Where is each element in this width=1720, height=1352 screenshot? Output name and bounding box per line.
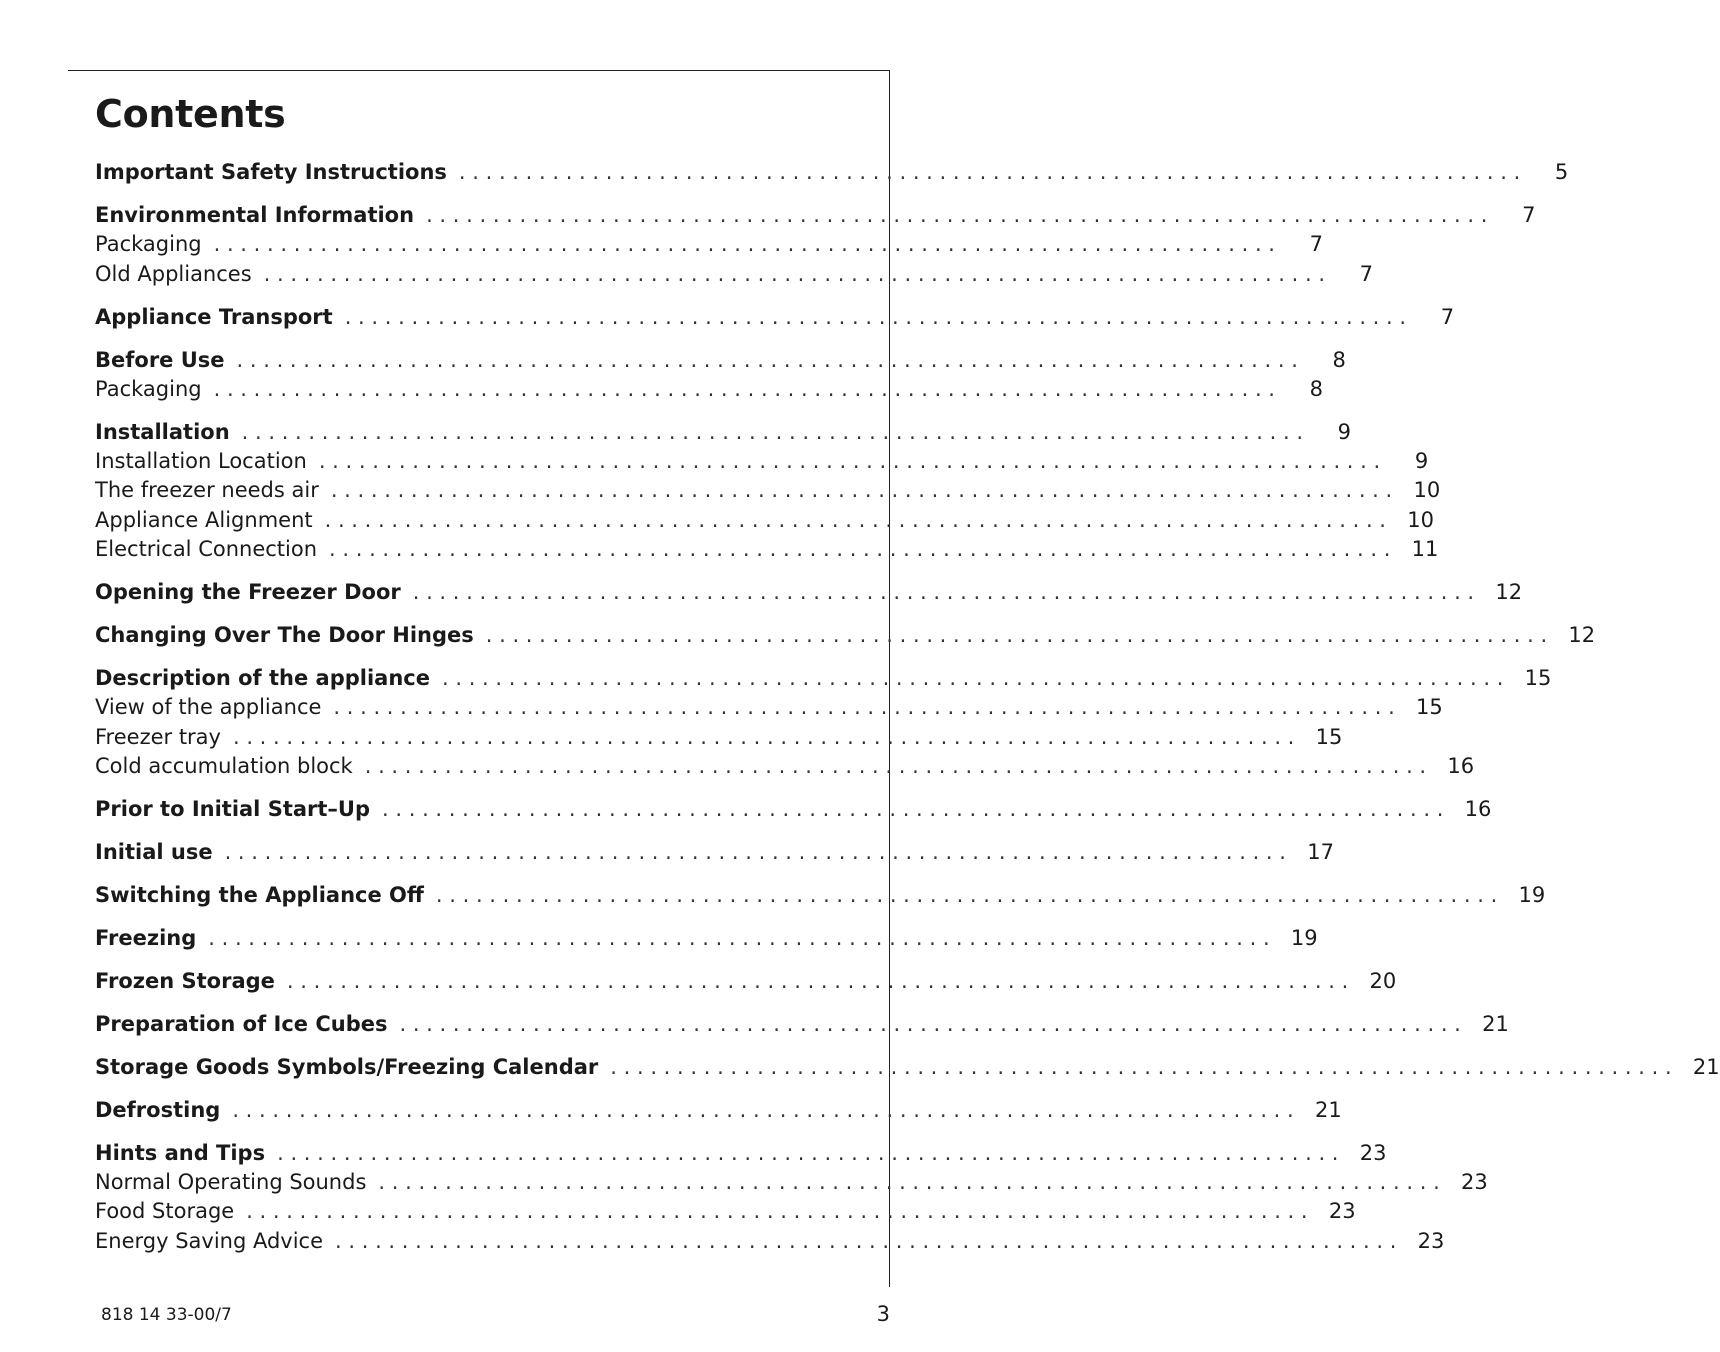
dot-leader: . . . . . . . . . . . . . . . . . . . . . . . . . . . . . . . . . . . . . . . . . . . . . . . . . . . . . . . . . . . . . . . . . . . . . . . . . . . . . . . .	[224, 839, 1286, 864]
toc-entry-page: 16	[1447, 753, 1475, 778]
toc-entry-label: Important Safety Instructions	[95, 160, 447, 184]
toc-entry-label: Appliance Transport	[95, 304, 333, 329]
dot-leader: . . . . . . . . . . . . . . . . . . . . . . . . . . . . . . . . . . . . . . . . . . . . . . . . . . . . . . . . . . . . . . . . . . . . . . . . . . . . . . . .	[364, 753, 1427, 778]
toc-subsection-entry	[95, 232, 1323, 261]
dot-leader: . . . . . . . . . . . . . . . . . . . . . . . . . . . . . . . . . . . . . . . . . . . . . . . . . . . . . . . . . . . . . . . . . . . . . . . . . . . . . . . .	[610, 1054, 1672, 1079]
toc-section-entry	[95, 347, 1346, 377]
dot-leader: . . . . . . . . . . . . . . . . . . . . . . . . . . . . . . . . . . . . . . . . . . . . . . . . . . . . . . . . . . . . . . . . . . . . . . . . . . . . . . . .	[277, 1140, 1339, 1165]
toc-subsection-entry	[95, 537, 1439, 566]
toc-entry-label: Switching the Appliance Off	[95, 882, 424, 907]
page-title: Contents	[95, 92, 286, 136]
toc-entry-label: Normal Operating Sounds	[95, 1170, 367, 1195]
toc-entry-page: 10	[1413, 478, 1441, 503]
toc-section-entry	[95, 419, 1352, 449]
toc-entry-label: Installation	[95, 419, 230, 444]
toc-entry-page: 8	[1332, 347, 1346, 372]
dot-leader: . . . . . . . . . . . . . . . . . . . . . . . . . . . . . . . . . . . . . . . . . . . . . . . . . . . . . . . . . . . . . . . . . . . . . . . . . . . . . . . .	[399, 1011, 1461, 1036]
toc-subsection-entry	[95, 753, 1475, 783]
toc-entry-label: Prior to Initial Start–Up	[95, 796, 371, 821]
toc-section-entry	[95, 1011, 1509, 1041]
toc-subsection-entry	[95, 376, 1323, 406]
toc-section-entry	[95, 1097, 1342, 1127]
toc-entry-page: 21	[1314, 1097, 1342, 1122]
toc-entry-page: 19	[1290, 925, 1318, 950]
document-code: 818 14 33-00/7	[101, 1305, 232, 1325]
dot-leader: . . . . . . . . . . . . . . . . . . . . . . . . . . . . . . . . . . . . . . . . . . . . . . . . . . . . . . . . . . . . . . . . . . . . . . . . . . . . . . . .	[213, 232, 1275, 257]
toc-entry-label: Energy Saving Advice	[95, 1228, 324, 1253]
toc-entry-label: Old Appliances	[95, 261, 252, 286]
toc-entry-label: View of the appliance	[95, 695, 322, 720]
toc-entry-label: Electrical Connection	[95, 537, 318, 562]
toc-entry-label: Cold accumulation block	[95, 753, 353, 778]
toc-entry-label: Packaging	[95, 376, 202, 401]
dot-leader: . . . . . . . . . . . . . . . . . . . . . . . . . . . . . . . . . . . . . . . . . . . . . . . . . . . . . . . . . . . . . . . . . . . . . . . . . . . . . . . .	[236, 347, 1298, 372]
toc-subsection-entry	[95, 1228, 1445, 1258]
toc-entry-page: 7	[1440, 304, 1455, 329]
toc-section-entry	[95, 796, 1492, 826]
toc-subsection-entry	[95, 1199, 1356, 1228]
toc-entry-page: 23	[1417, 1228, 1445, 1253]
dot-leader: . . . . . . . . . . . . . . . . . . . . . . . . . . . . . . . . . . . . . . . . . . . . . . . . . . . . . . . . . . . . . . . . . . . . . . . . . . . . . . . .	[426, 202, 1488, 227]
dot-leader: . . . . . . . . . . . . . . . . . . . . . . . . . . . . . . . . . . . . . . . . . . . . . . . . . . . . . . . . . . . . . . . . . . . . . . . . . . . . . . . .	[335, 1228, 1397, 1253]
page-number: 3	[876, 1302, 890, 1326]
toc-entry-page: 12	[1495, 580, 1523, 604]
toc-entry-page: 23	[1461, 1170, 1488, 1195]
dot-leader: . . . . . . . . . . . . . . . . . . . . . . . . . . . . . . . . . . . . . . . . . . . . . . . . . . . . . . . . . . . . . . . . . . . . . . . . . . . . . . . .	[263, 261, 1326, 286]
dot-leader: . . . . . . . . . . . . . . . . . . . . . . . . . . . . . . . . . . . . . . . . . . . . . . . . . . . . . . . . . . . . . . . . . . . . . . . . . . . . . . . .	[241, 419, 1304, 444]
toc-subsection-entry	[95, 1170, 1488, 1199]
toc-section-entry	[95, 1140, 1387, 1170]
toc-entry-page: 7	[1309, 232, 1323, 257]
dot-leader: . . . . . . . . . . . . . . . . . . . . . . . . . . . . . . . . . . . . . . . . . . . . . . . . . . . . . . . . . . . . . . . . . . . . . . . . . . . . . . . .	[344, 304, 1407, 329]
dot-leader: . . . . . . . . . . . . . . . . . . . . . . . . . . . . . . . . . . . . . . . . . . . . . . . . . . . . . . . . . . . . . . . . . . . . . . . . . . . . . . . .	[329, 537, 1391, 562]
dot-leader: . . . . . . . . . . . . . . . . . . . . . . . . . . . . . . . . . . . . . . . . . . . . . . . . . . . . . . . . . . . . . . . . . . . . . . . . . . . . . . . .	[458, 160, 1521, 184]
toc-section-entry	[95, 839, 1334, 869]
toc-entry-page: 12	[1568, 622, 1596, 647]
toc-entry-page: 23	[1359, 1140, 1387, 1165]
dot-leader: . . . . . . . . . . . . . . . . . . . . . . . . . . . . . . . . . . . . . . . . . . . . . . . . . . . . . . . . . . . . . . . . . . . . . . . . . . . . . . . .	[318, 449, 1381, 474]
toc-entry-label: Installation Location	[95, 449, 307, 474]
toc-entry-label: Frozen Storage	[95, 968, 275, 993]
toc-entry-page: 19	[1518, 882, 1546, 907]
toc-entry-page: 5	[1554, 160, 1569, 184]
toc-entry-label: Preparation of Ice Cubes	[95, 1011, 388, 1036]
toc-entry-page: 23	[1328, 1199, 1356, 1224]
toc-entry-label: Environmental Information	[95, 202, 415, 227]
toc-section-entry	[95, 968, 1397, 998]
dot-leader: . . . . . . . . . . . . . . . . . . . . . . . . . . . . . . . . . . . . . . . . . . . . . . . . . . . . . . . . . . . . . . . . . . . . . . . . . . . . . . . .	[378, 1170, 1440, 1195]
toc-entry-page: 9	[1414, 449, 1429, 474]
toc-section-entry	[95, 580, 1523, 609]
toc-entry-label: The freezer needs air	[95, 478, 319, 503]
toc-subsection-entry	[95, 449, 1429, 478]
toc-entry-label: Description of the appliance	[95, 665, 430, 690]
toc-subsection-entry	[95, 478, 1441, 507]
toc-subsection-entry	[95, 695, 1443, 724]
toc-entry-label: Opening the Freezer Door	[95, 580, 401, 604]
toc-subsection-entry	[95, 507, 1434, 537]
toc-section-entry	[95, 1054, 1720, 1084]
table-of-contents	[95, 160, 1720, 1258]
toc-section-entry	[95, 665, 1552, 695]
toc-entry-label: Changing Over The Door Hinges	[95, 622, 474, 647]
toc-entry-label: Storage Goods Symbols/Freezing Calendar	[95, 1054, 599, 1079]
toc-entry-label: Defrosting	[95, 1097, 221, 1122]
toc-section-entry	[95, 304, 1455, 334]
dot-leader: . . . . . . . . . . . . . . . . . . . . . . . . . . . . . . . . . . . . . . . . . . . . . . . . . . . . . . . . . . . . . . . . . . . . . . . . . . . . . . . .	[232, 724, 1295, 749]
toc-section-entry	[95, 622, 1596, 652]
dot-leader: . . . . . . . . . . . . . . . . . . . . . . . . . . . . . . . . . . . . . . . . . . . . . . . . . . . . . . . . . . . . . . . . . . . . . . . . . . . . . . . .	[246, 1199, 1308, 1224]
toc-entry-label: Appliance Alignment	[95, 507, 313, 532]
toc-section-entry	[95, 925, 1318, 955]
dot-leader: . . . . . . . . . . . . . . . . . . . . . . . . . . . . . . . . . . . . . . . . . . . . . . . . . . . . . . . . . . . . . . . . . . . . . . . . . . . . . . . .	[485, 622, 1548, 647]
toc-entry-page: 10	[1407, 507, 1434, 532]
toc-entry-page: 15	[1416, 695, 1443, 720]
top-rule	[68, 70, 890, 71]
toc-entry-page: 21	[1482, 1011, 1509, 1036]
toc-entry-label: Before Use	[95, 347, 225, 372]
toc-entry-label: Hints and Tips	[95, 1140, 266, 1165]
toc-entry-page: 15	[1315, 724, 1343, 749]
toc-entry-page: 20	[1369, 968, 1397, 993]
toc-entry-page: 11	[1411, 537, 1439, 562]
toc-entry-label: Packaging	[95, 232, 202, 257]
dot-leader: . . . . . . . . . . . . . . . . . . . . . . . . . . . . . . . . . . . . . . . . . . . . . . . . . . . . . . . . . . . . . . . . . . . . . . . . . . . . . . . .	[442, 665, 1504, 690]
dot-leader: . . . . . . . . . . . . . . . . . . . . . . . . . . . . . . . . . . . . . . . . . . . . . . . . . . . . . . . . . . . . . . . . . . . . . . . . . . . . . . . .	[330, 478, 1393, 503]
dot-leader: . . . . . . . . . . . . . . . . . . . . . . . . . . . . . . . . . . . . . . . . . . . . . . . . . . . . . . . . . . . . . . . . . . . . . . . . . . . . . . . .	[208, 925, 1270, 950]
toc-subsection-entry	[95, 724, 1343, 754]
toc-entry-page: 17	[1307, 839, 1334, 864]
toc-entry-page: 8	[1309, 376, 1323, 401]
dot-leader: . . . . . . . . . . . . . . . . . . . . . . . . . . . . . . . . . . . . . . . . . . . . . . . . . . . . . . . . . . . . . . . . . . . . . . . . . . . . . . . .	[333, 695, 1395, 720]
dot-leader: . . . . . . . . . . . . . . . . . . . . . . . . . . . . . . . . . . . . . . . . . . . . . . . . . . . . . . . . . . . . . . . . . . . . . . . . . . . . . . . .	[213, 376, 1275, 401]
toc-entry-page: 21	[1692, 1054, 1720, 1079]
dot-leader: . . . . . . . . . . . . . . . . . . . . . . . . . . . . . . . . . . . . . . . . . . . . . . . . . . . . . . . . . . . . . . . . . . . . . . . . . . . . . . . .	[324, 507, 1386, 532]
dot-leader: . . . . . . . . . . . . . . . . . . . . . . . . . . . . . . . . . . . . . . . . . . . . . . . . . . . . . . . . . . . . . . . . . . . . . . . . . . . . . . . .	[382, 796, 1444, 821]
toc-subsection-entry	[95, 261, 1374, 291]
toc-entry-page: 7	[1522, 202, 1536, 227]
toc-entry-label: Initial use	[95, 839, 213, 864]
dot-leader: . . . . . . . . . . . . . . . . . . . . . . . . . . . . . . . . . . . . . . . . . . . . . . . . . . . . . . . . . . . . . . . . . . . . . . . . . . . . . . . .	[286, 968, 1349, 993]
toc-entry-page: 16	[1464, 796, 1492, 821]
toc-entry-label: Freezing	[95, 925, 197, 950]
toc-entry-label: Food Storage	[95, 1199, 235, 1224]
toc-section-entry	[95, 202, 1536, 232]
toc-section-entry	[95, 882, 1546, 912]
toc-entry-page: 7	[1359, 261, 1374, 286]
toc-entry-label: Freezer tray	[95, 724, 221, 749]
toc-section-entry	[95, 160, 1569, 189]
dot-leader: . . . . . . . . . . . . . . . . . . . . . . . . . . . . . . . . . . . . . . . . . . . . . . . . . . . . . . . . . . . . . . . . . . . . . . . . . . . . . . . .	[412, 580, 1475, 604]
toc-entry-page: 15	[1524, 665, 1552, 690]
toc-entry-page: 9	[1337, 419, 1352, 444]
dot-leader: . . . . . . . . . . . . . . . . . . . . . . . . . . . . . . . . . . . . . . . . . . . . . . . . . . . . . . . . . . . . . . . . . . . . . . . . . . . . . . . .	[232, 1097, 1294, 1122]
dot-leader: . . . . . . . . . . . . . . . . . . . . . . . . . . . . . . . . . . . . . . . . . . . . . . . . . . . . . . . . . . . . . . . . . . . . . . . . . . . . . . . .	[435, 882, 1498, 907]
